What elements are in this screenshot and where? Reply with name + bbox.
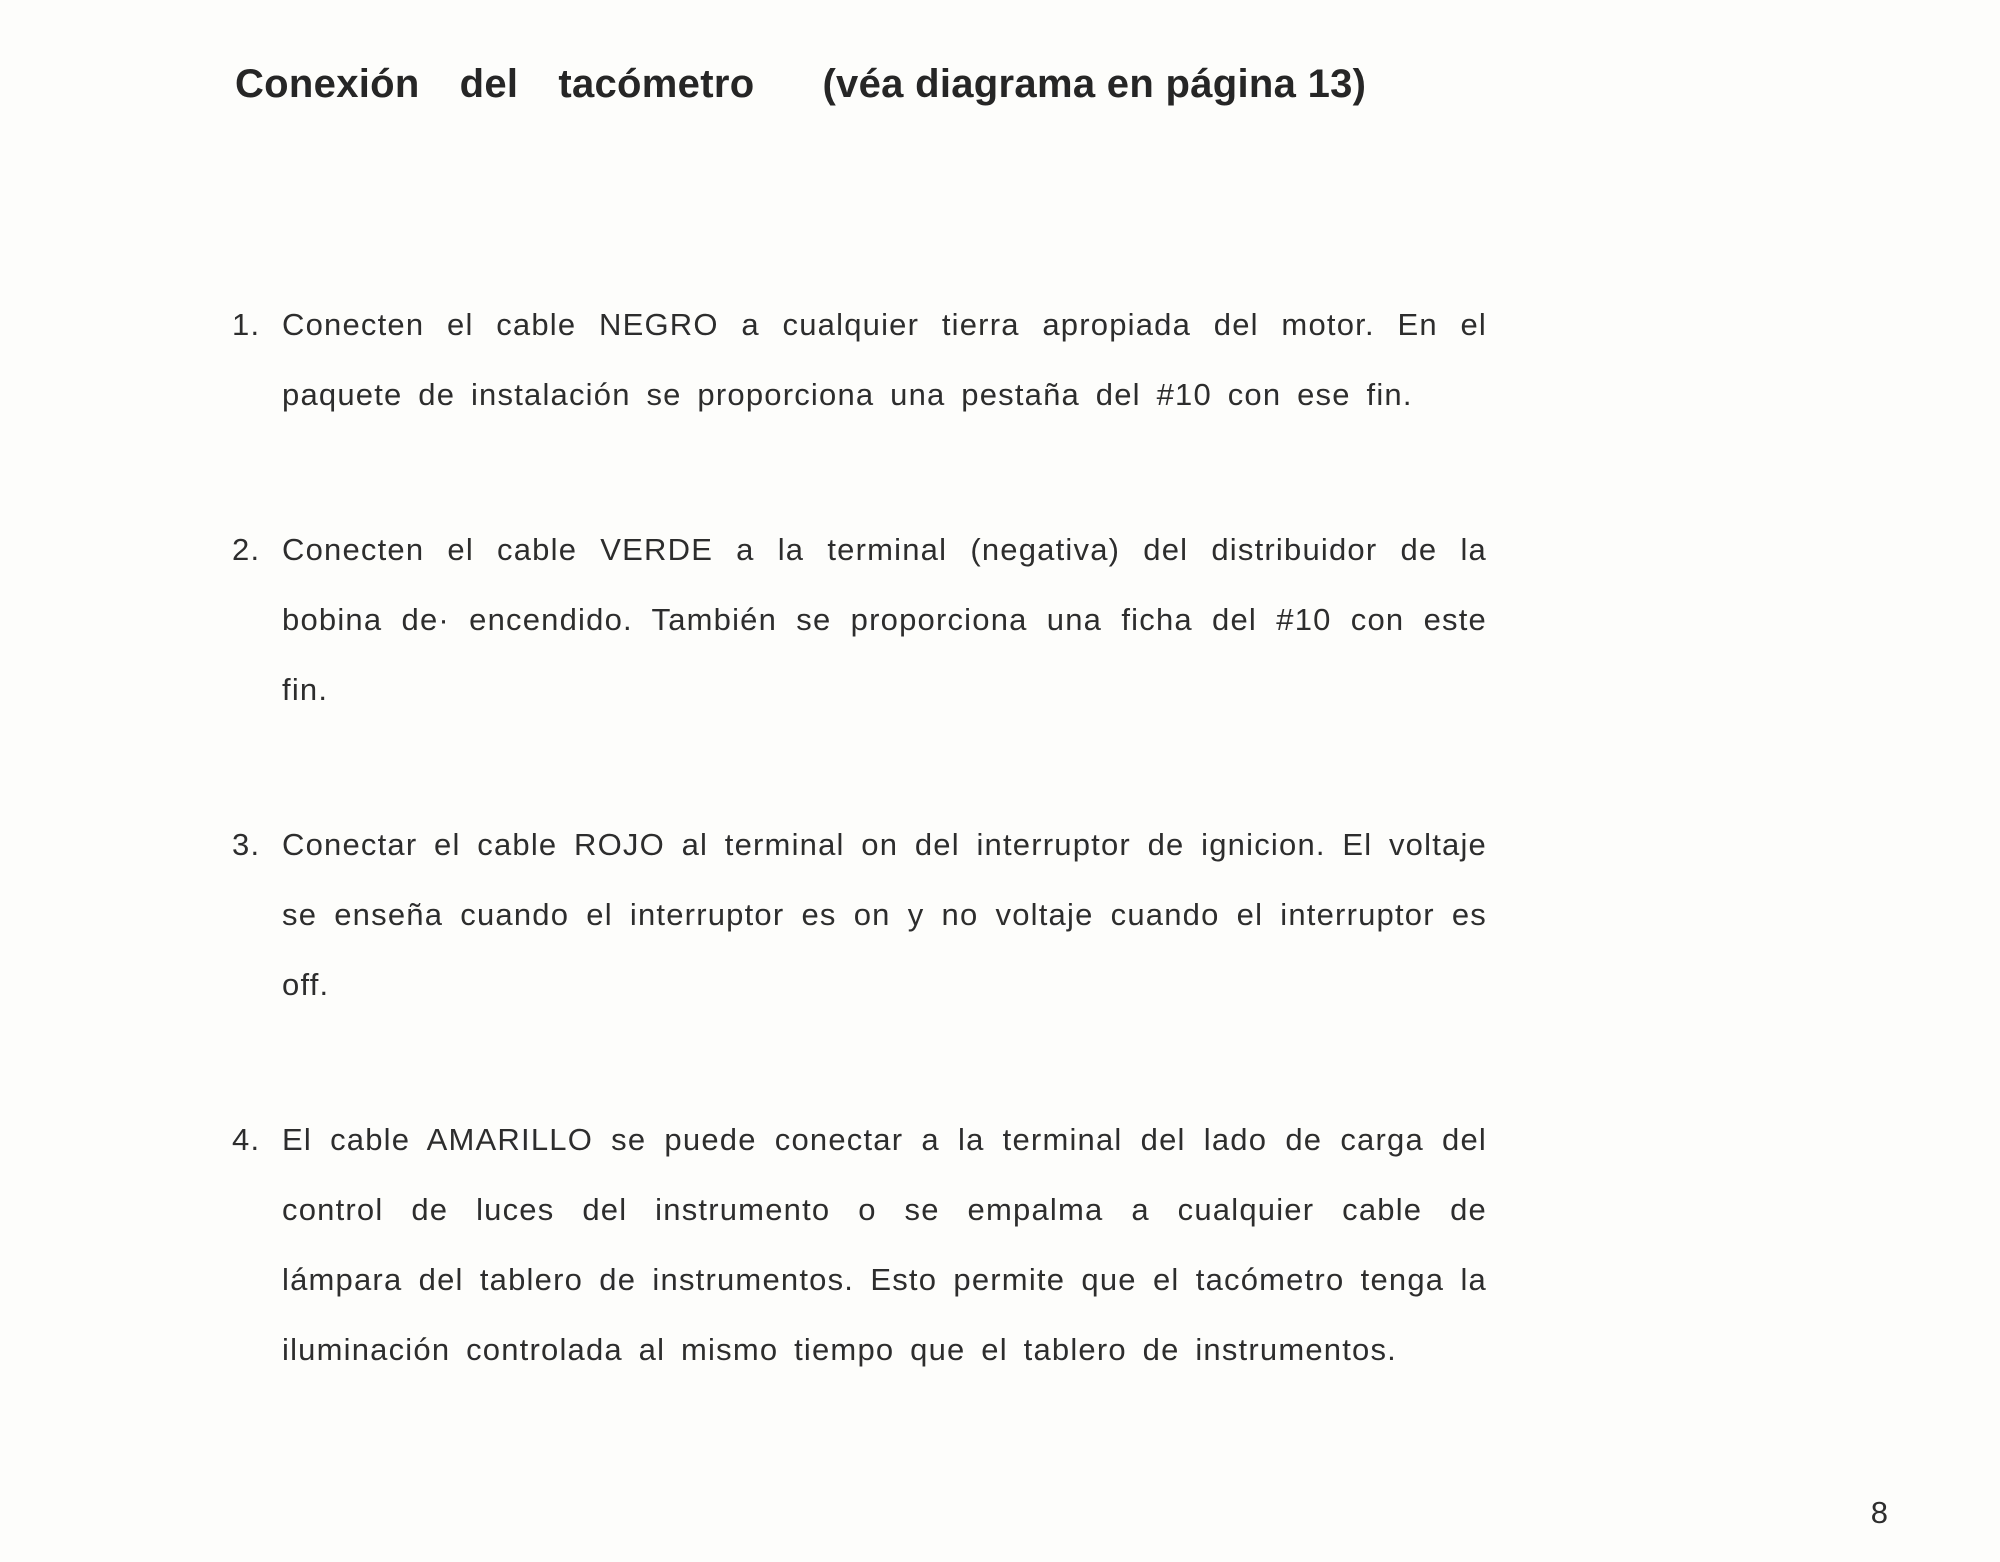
step-text: Conectar el cable ROJO al terminal on del interruptor de ignicion. El voltaje se enseña cuando el interruptor es on y no voltaje cuando el interruptor es off. bbox=[282, 827, 1487, 1002]
title-word-tacometro: tacómetro bbox=[558, 62, 755, 106]
title-diagram-reference: (véa diagrama en página 13) bbox=[822, 62, 1367, 106]
instruction-step-3 bbox=[232, 810, 1487, 1020]
title-word-del: del bbox=[459, 62, 519, 106]
instruction-step-1 bbox=[232, 290, 1487, 430]
step-number: 2. bbox=[232, 532, 261, 567]
step-number: 3. bbox=[232, 827, 261, 862]
instruction-list bbox=[232, 290, 1487, 1385]
step-text: Conecten el cable NEGRO a cualquier tierra apropiada del motor. En el paquete de instalación se proporciona una pestaña del #10 con ese fin. bbox=[282, 307, 1487, 412]
instruction-step-2 bbox=[232, 515, 1487, 725]
page-number: 8 bbox=[1870, 1495, 1888, 1530]
page-title bbox=[235, 62, 1366, 107]
step-text: El cable AMARILLO se puede conectar a la terminal del lado de carga del control de luces del instrumento o se empalma a cualquier cable de lámpara del tablero de instrumentos. Esto permite que el tacómetro tenga la iluminación controlada al mismo tiempo que el tablero de instrumentos. bbox=[282, 1122, 1487, 1367]
step-text: Conecten el cable VERDE a la terminal (negativa) del distribuidor de la bobina de· encendido. También se proporciona una ficha del #10 con este fin. bbox=[282, 532, 1487, 707]
step-number: 4. bbox=[232, 1122, 261, 1157]
instruction-step-4 bbox=[232, 1105, 1487, 1385]
title-word-conexion: Conexión bbox=[235, 62, 420, 106]
step-number: 1. bbox=[232, 307, 261, 342]
